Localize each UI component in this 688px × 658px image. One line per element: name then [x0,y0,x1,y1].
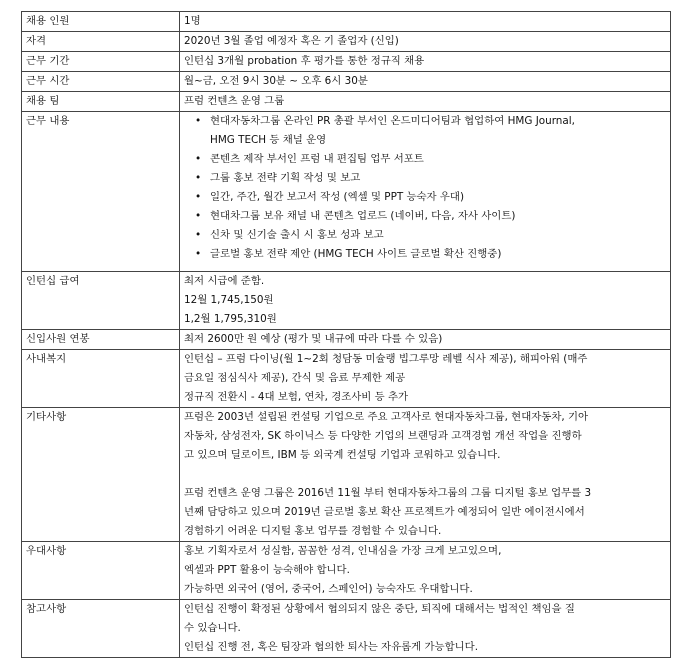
value-line: 가능하면 외국어 (영어, 중국어, 스페인어) 능숙자도 우대합니다. [184,583,473,595]
value-line: 금요일 점심식사 제공), 간식 및 음료 무제한 제공 [184,372,406,384]
row-value [180,72,671,92]
row-label: 근무 기간 [22,52,180,72]
row-label: 근무 내용 [22,112,180,272]
value-line: 년째 담당하고 있으며 2019년 글로벌 홍보 확산 프로젝트가 예정되어 일반 에이전시에서 [184,506,585,518]
value-line: 인턴십 진행 전, 혹은 팀장과 협의한 퇴사는 자유롭게 가능합니다. [184,641,478,653]
list-item: • 일간, 주간, 월간 보고서 작성 (엑셀 및 PPT 능숙자 우대) [210,188,667,207]
list-item: • 현대자동차그룹 온라인 PR 총괄 부서인 온드미디어팀과 협업하여 HMG Journal, [210,112,667,131]
table-row [22,72,671,92]
row-value [180,542,671,600]
row-label: 채용 팀 [22,92,180,112]
row-label: 사내복지 [22,350,180,408]
value-line: 인턴십 – 프럼 다이닝(월 1~2회 청담동 미슐랭 빕그루망 레벨 식사 제공), 해피아워 (매주 [184,353,588,365]
row-label: 인턴십 급여 [22,272,180,330]
row-label: 참고사항 [22,600,180,658]
bullet-icon: • [195,191,202,203]
row-value [180,600,671,658]
bullet-icon: • [195,210,202,222]
row-label: 자격 [22,32,180,52]
bullet-icon: • [195,153,202,165]
value-line: 홍보 기획자로서 성실함, 꼼꼼한 성격, 인내심을 가장 크게 보고있으며, [184,545,502,557]
value-line: 1명 [184,15,201,27]
bullet-icon: • [195,229,202,241]
list-item: • 글로벌 홍보 전략 제안 (HMG TECH 사이트 글로벌 확산 진행중) [210,245,667,264]
value-line: 프럼은 2003년 설립된 컨설팅 기업으로 주요 고객사로 현대자동차그룹, 현대자동차, 기아 [184,411,589,423]
table-row [22,12,671,32]
row-value [180,408,671,542]
duties-list [184,112,667,264]
value-line: 인턴십 진행이 확정된 상황에서 협의되지 않은 중단, 퇴직에 대해서는 법적인 책임을 질 [184,603,575,615]
row-value [180,112,671,272]
row-label: 채용 인원 [22,12,180,32]
value-line: 고 있으며 딜로이트, IBM 등 외국계 컨설팅 기업과 코워하고 있습니다. [184,449,501,461]
row-value [180,92,671,112]
value-line: 정규직 전환시 - 4대 보험, 연차, 경조사비 등 추가 [184,391,409,403]
row-label: 기타사항 [22,408,180,542]
value-line: 프럼 컨텐츠 운영 그룹은 2016년 11월 부터 현대자동차그룹의 그룹 디지털 홍보 업무를 3 [184,487,592,499]
list-item: • 그룹 홍보 전략 기획 작성 및 보고 [210,169,667,188]
table-row [22,112,671,272]
row-value [180,52,671,72]
row-label: 근무 시간 [22,72,180,92]
list-item: HMG TECH 등 채널 운영 [210,134,327,146]
value-line: 최저 시급에 준함. [184,275,265,287]
list-item: • 현대차그룹 보유 채널 내 콘텐츠 업로드 (네이버, 다음, 자사 사이트) [210,207,667,226]
row-value [180,272,671,330]
value-line: 경험하기 어려운 디지털 홍보 업무를 경험할 수 있습니다. [184,525,442,537]
table-row [22,32,671,52]
value-line: 인턴십 3개월 probation 후 평가를 통한 정규직 채용 [184,55,425,67]
row-value [180,32,671,52]
bullet-icon: • [195,115,202,127]
row-value [180,12,671,32]
bullet-icon: • [195,172,202,184]
value-line: 자동차, 삼성전자, SK 하이닉스 등 다양한 기업의 브랜딩과 고객경험 개선 작업을 진행하 [184,430,582,442]
table-row [22,52,671,72]
bullet-icon: • [195,248,202,260]
table-row [22,330,671,350]
value-line: 엑셀과 PPT 활용이 능숙해야 합니다. [184,564,350,576]
value-line: 수 있습니다. [184,622,241,634]
value-line: 프럼 컨텐츠 운영 그룹 [184,95,285,107]
table-row [22,600,671,658]
table-row [22,408,671,542]
row-label: 우대사항 [22,542,180,600]
value-line: 최저 2600만 원 예상 (평가 및 내규에 따라 다를 수 있음) [184,333,443,345]
list-item: • 신차 및 신기술 출시 시 홍보 성과 보고 [210,226,667,245]
table-row [22,272,671,330]
value-line: 월~금, 오전 9시 30분 ~ 오후 6시 30분 [184,75,368,87]
table-row [22,542,671,600]
table-row [22,92,671,112]
job-posting-table [21,11,671,658]
blank-line [184,465,667,484]
row-label: 신입사원 연봉 [22,330,180,350]
list-item: • 콘텐츠 제작 부서인 프럼 내 편집팀 업무 서포트 [210,150,667,169]
value-line: 12월 1,745,150원 [184,294,274,306]
row-value [180,350,671,408]
row-value [180,330,671,350]
table-row [22,350,671,408]
value-line: 1,2월 1,795,310원 [184,313,277,325]
value-line: 2020년 3월 졸업 예정자 혹은 기 졸업자 (신입) [184,35,399,47]
